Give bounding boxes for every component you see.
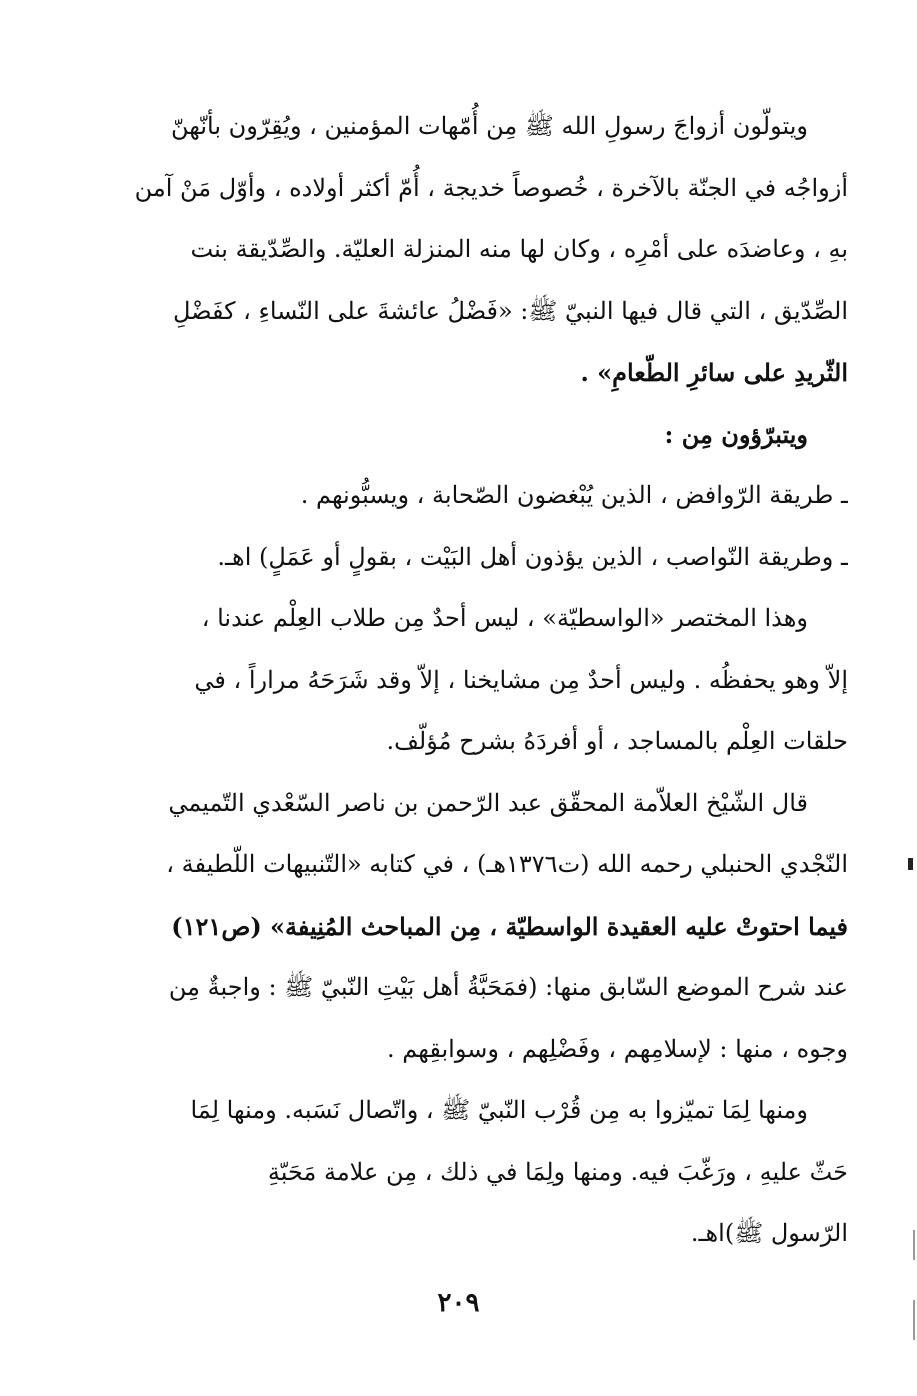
text-line: الصِّدّيق ، التي قال فيها النبيّ ﷺ: «فَضْلُ عائشةَ على النّساءِ ، كفَضْلِ bbox=[173, 296, 848, 325]
text-line: ـ طريقة الرّوافض ، الذين يُبْغضون الصّحابة ، ويسبُّونهم . bbox=[300, 481, 848, 509]
text-line: ومنها لِمَا تميّزوا به مِن قُرْب النّبيّ ﷺ ، واتّصال نَسَبه. ومنها لِمَا bbox=[190, 1096, 808, 1124]
text-line: بهِ ، وعاضدَه على أمْرِه ، وكان لها منه المنزلة العليّة. والصِّدّيقة بنت bbox=[190, 235, 848, 263]
text-line: وهذا المختصر «الواسطيّة» ، ليس أحدٌ مِن طلاب العِلْم عندنا ، bbox=[201, 604, 808, 632]
text-line: إلاّ وهو يحفظُه . وليس أحدٌ مِن مشايخنا ، إلاّ وقد شَرَحَهُ مراراً ، في bbox=[194, 665, 848, 694]
scan-edge-mark bbox=[913, 1230, 915, 1260]
text-line: أزواجُه في الجنّة بالآخرة ، خُصوصاً خديجة ، أُمّ أكثر أولاده ، وأوّل مَنْ آمن bbox=[134, 173, 848, 202]
text-line: قال الشّيْخ العلاّمة المحقّق عبد الرّحمن بن ناصر السّعْدي التّميمي bbox=[168, 788, 808, 817]
scan-edge-mark bbox=[913, 1300, 915, 1340]
page-number: ٢٠٩ bbox=[437, 1288, 480, 1318]
text-line: ويتبرّؤون مِن : bbox=[664, 419, 808, 449]
text-line: حَثّ عليهِ ، ورَغّبَ فيه. ومنها ولِمَا في ذلك ، مِن علامة مَحَبّةِ bbox=[267, 1157, 848, 1186]
text-line: النّجْدي الحنبلي رحمه الله (ت١٣٧٦هـ) ، في كتابه «التّنبيهات اللّطيفة ، bbox=[166, 850, 848, 878]
margin-mark bbox=[908, 858, 913, 870]
text-line: الثّريدِ على سائرِ الطّعامِ» . bbox=[580, 358, 848, 387]
text-line: الرّسول ﷺ)اهـ. bbox=[690, 1219, 848, 1247]
text-line: ـ وطريقة النّواصب ، الذين يؤذون أهل البَيْت ، بقولٍ أو عَمَلٍ) اهـ. bbox=[217, 542, 848, 571]
text-line: وجوه ، منها : لإسلامِهم ، وفَضْلِهم ، وسوابقِهم . bbox=[387, 1034, 848, 1063]
text-line: عند شرح الموضع السّابق منها: (فمَحَبَّةُ أهل بَيْتِ النّبيّ ﷺ : واجبةٌ مِن bbox=[168, 973, 848, 1001]
page-body bbox=[70, 96, 848, 1265]
text-line: ويتولّون أزواجَ رسولِ الله ﷺ مِن أُمّهات المؤمنين ، ويُقِرّون بأنّهنّ bbox=[171, 112, 808, 140]
text-line: حلقات العِلْم بالمساجد ، أو أفردَهُ بشرح مُؤلّف. bbox=[386, 727, 848, 755]
text-line: فيما احتوتْ عليه العقيدة الواسطيّة ، مِن المباحث المُنِيفة» (ص١٢١) bbox=[171, 911, 848, 941]
